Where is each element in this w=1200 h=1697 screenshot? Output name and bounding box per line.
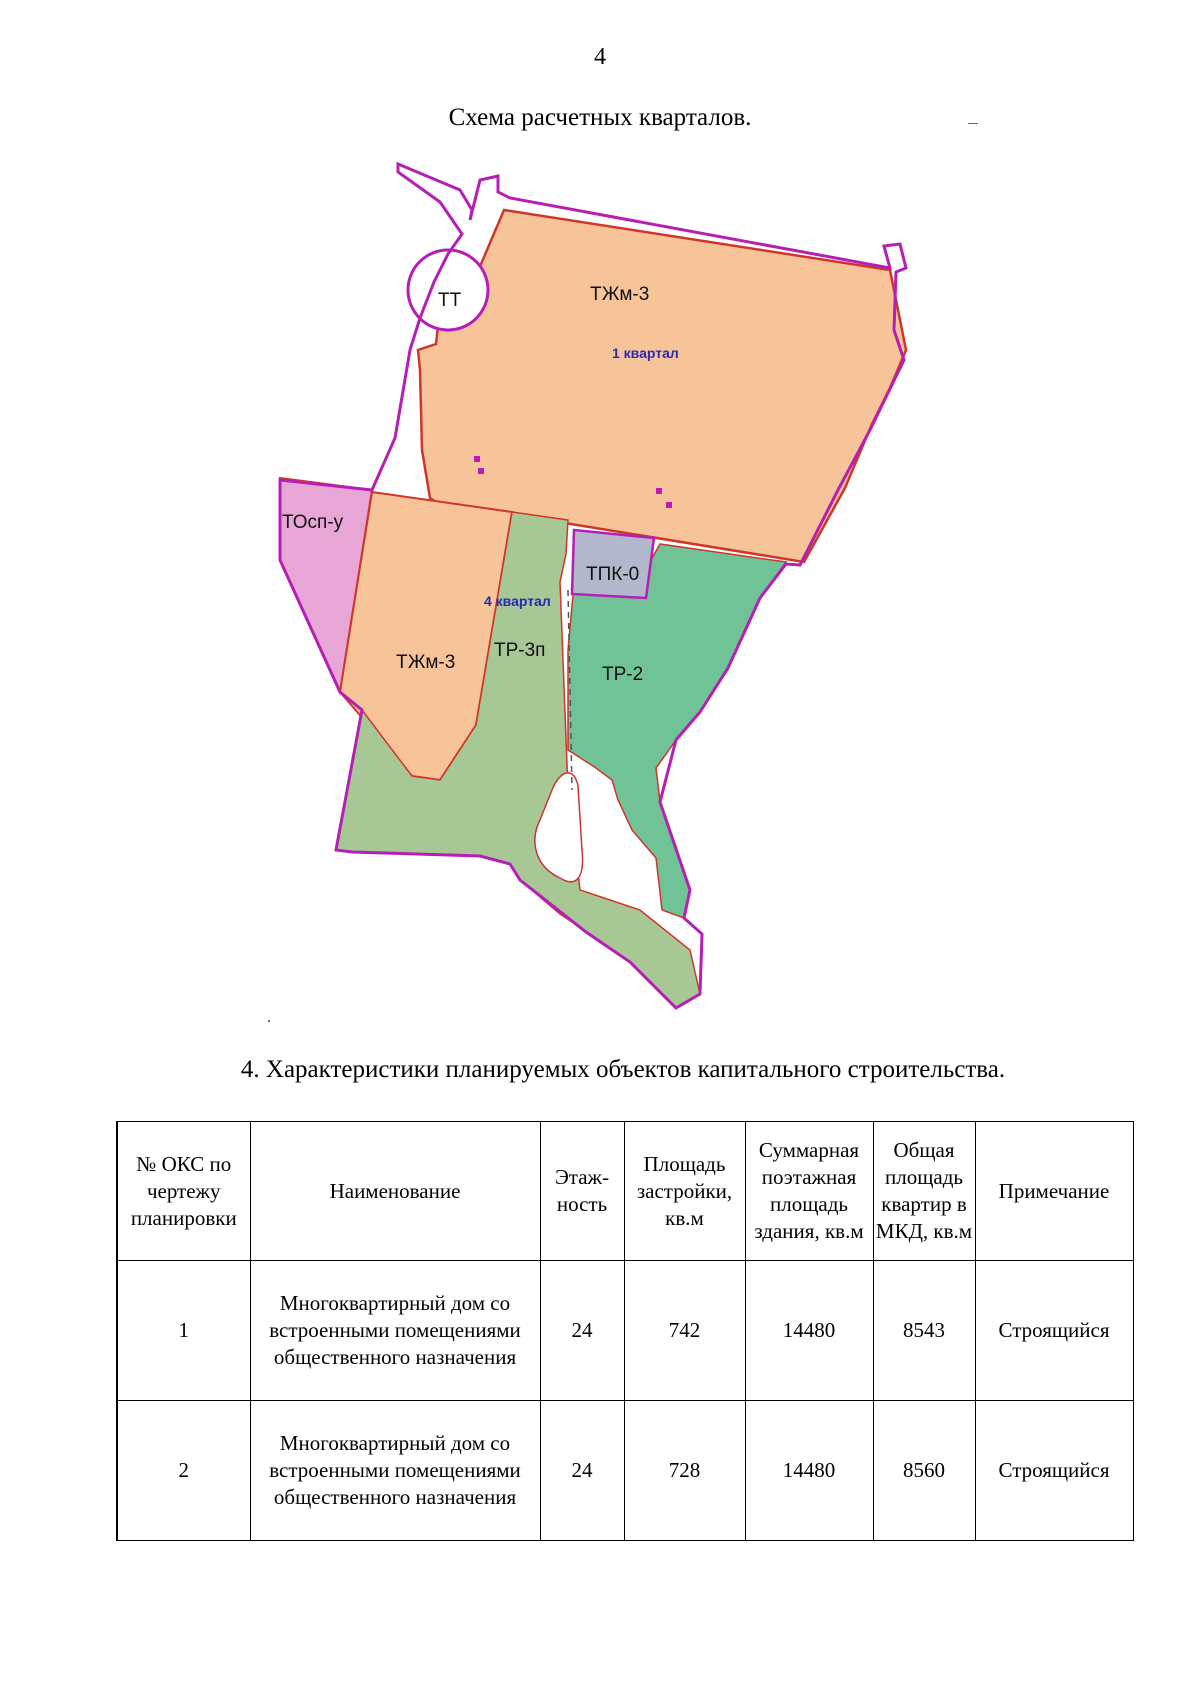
- marker-square: [478, 468, 484, 474]
- label-tt: ТТ: [438, 290, 462, 311]
- label-tr2: ТР-2: [602, 664, 644, 685]
- header-built-area: Площадь застройки, кв.м: [624, 1122, 745, 1261]
- marker-square: [666, 502, 672, 508]
- label-quarter-4: 4 квартал: [484, 593, 551, 609]
- cell-oks-no: 2: [117, 1401, 250, 1541]
- cell-oks-no: 1: [117, 1261, 250, 1401]
- quarters-map: [0, 150, 1200, 1030]
- cell-built-area: 728: [624, 1401, 745, 1541]
- label-tzhm3-north: ТЖм-3: [590, 284, 650, 305]
- header-note: Примечание: [975, 1122, 1133, 1261]
- table-row: [117, 1261, 1133, 1401]
- zone-tr2: [568, 544, 786, 918]
- cell-apartments-area: 8543: [873, 1261, 975, 1401]
- stray-mark: [968, 123, 978, 124]
- header-total-floor-area: Суммарная поэтажная площадь здания, кв.м: [745, 1122, 873, 1261]
- label-tr3p: ТР-3п: [494, 640, 546, 661]
- section-title: 4. Характеристики планируемых объектов капитального строительства.: [240, 1056, 1006, 1083]
- scheme-title: Схема расчетных кварталов.: [448, 104, 752, 131]
- cell-name: Многоквартирный дом со встроенными помещениями общественного назначения: [250, 1261, 540, 1401]
- marker-dot: [268, 1020, 270, 1022]
- label-quarter-1: 1 квартал: [612, 345, 679, 361]
- cell-floors: 24: [540, 1401, 624, 1541]
- label-tosp: ТОсп-у: [282, 512, 344, 533]
- cell-apartments-area: 8560: [873, 1401, 975, 1541]
- header-oks-no: № ОКС по чертежу планировки: [117, 1122, 250, 1261]
- marker-square: [474, 456, 480, 462]
- cell-total-floor-area: 14480: [745, 1401, 873, 1541]
- cell-note: Строящийся: [975, 1401, 1133, 1541]
- table-row: [117, 1401, 1133, 1541]
- header-name: Наименование: [250, 1122, 540, 1261]
- label-tzhm3-south: ТЖм-3: [396, 652, 456, 673]
- cell-total-floor-area: 14480: [745, 1261, 873, 1401]
- header-apartments-area: Общая площадь квартир в МКД, кв.м: [873, 1122, 975, 1261]
- marker-square: [656, 488, 662, 494]
- cell-floors: 24: [540, 1261, 624, 1401]
- table-header-row: [117, 1122, 1133, 1261]
- header-floors: Этаж-ность: [540, 1122, 624, 1261]
- quarters-map-svg: [0, 150, 1200, 1030]
- cell-note: Строящийся: [975, 1261, 1133, 1401]
- cell-built-area: 742: [624, 1261, 745, 1401]
- page-number: 4: [594, 44, 606, 70]
- oks-table: [116, 1121, 1134, 1541]
- cell-name: Многоквартирный дом со встроенными помещениями общественного назначения: [250, 1401, 540, 1541]
- label-tpk0: ТПК-0: [586, 564, 640, 585]
